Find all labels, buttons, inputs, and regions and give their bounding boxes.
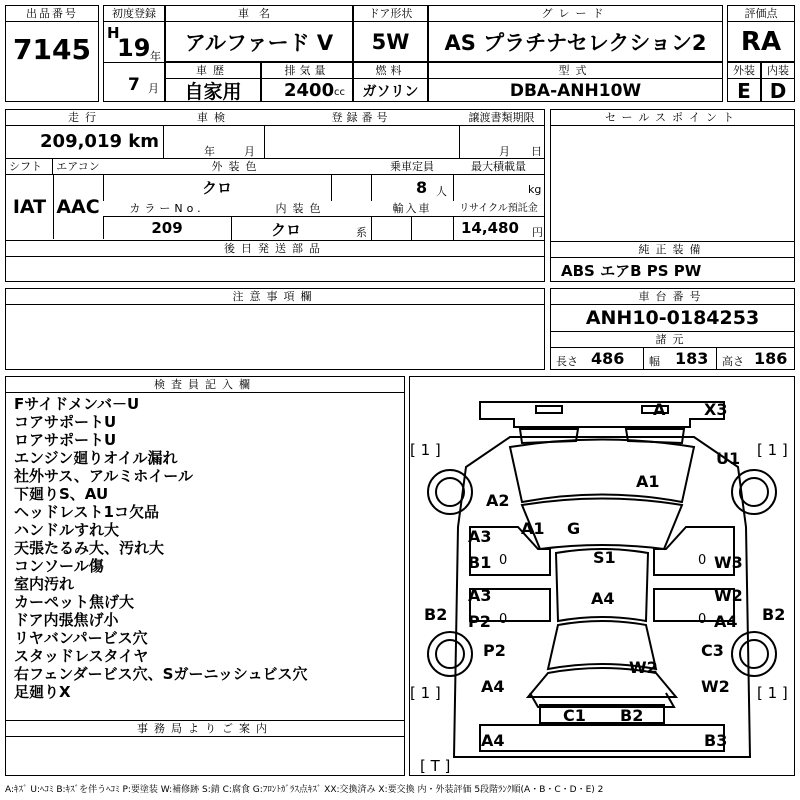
inspector-note: エンジン廻りオイル漏れ [14,449,178,467]
import-label: 輸入車 [371,201,454,217]
int-color-unit: 系 [356,226,367,239]
lot-number: 7145 [13,33,91,66]
damage-mark: A1 [636,472,660,491]
transfer-label: 譲渡書類期限 [459,110,544,126]
inspector-label: 検査員記入欄 [6,377,404,393]
displacement-label: 排気量 [262,63,352,79]
ext-color-label: 外装色 [103,159,372,175]
max-load-label: 最大積載量 [453,159,544,175]
interior-label: 内装 [762,63,794,79]
displacement: 2400 [284,80,335,101]
damage-mark: B2 [424,605,448,624]
capacity-label: 乗車定員 [371,159,454,175]
displacement-box [261,62,353,102]
mileage-label: 走行 [6,110,165,126]
grade: AS プラチナセレクション2 [444,31,707,55]
score: RA [740,27,782,57]
inspector-note: コアサポートU [14,413,117,431]
fuel: ガソリン [362,83,419,100]
legend: A:ｷｽﾞ U:ﾍｺﾐ B:ｷｽﾞを伴うﾍｺﾐ P:要塗装 W:補修跡 S:錆 C:腐食 G:ﾌﾛﾝﾄｶﾞﾗｽ点ｷｽﾞ XX:交換済み X:要交換 内・外装評価 5段階ﾗﾝｸ順(A・B・C・D・E) 2 [5,785,604,795]
mileage: 209,019 km [6,126,164,158]
damage-mark: W3 [714,553,743,572]
damage-mark: 0 [698,612,707,627]
damage-mark: A4 [481,677,505,696]
tyre-rear-right: [ 1 ] [757,684,788,702]
fuel-label: 燃料 [354,63,427,79]
office-label: 事務局よりご案内 [6,720,404,737]
door-box [353,5,428,62]
equipment-label: 純正装備 [551,241,794,258]
recycle-label: リサイクル預託金 [453,201,544,217]
era: H [107,24,120,42]
width-label: 幅 [649,355,660,368]
sales-point-label: セールスポイント [551,110,794,126]
damage-mark: A4 [591,589,615,608]
capacity-unit: 人 [436,185,447,198]
recycle-unit: 円 [532,226,543,239]
inspector-note: ハンドルすれ大 [14,521,120,539]
damage-mark: C3 [701,641,724,660]
damage-mark: W2 [629,658,658,677]
int-color: クロ [271,221,302,239]
height: 186 [754,349,788,368]
grade-box [428,5,723,62]
damage-mark: A [653,400,666,419]
model-label: 型式 [429,63,722,79]
inspection-label: 車検 [164,110,265,126]
transfer-month-unit: 月 [499,145,510,158]
damage-mark: W2 [701,677,730,696]
damage-mark: 0 [499,612,508,627]
car-name-box [165,5,353,62]
interior-score: D [769,78,787,103]
inspector-note: 足廻りX [14,683,71,701]
history: 自家用 [184,81,242,103]
interior-box [761,62,795,102]
exterior-label: 外装 [728,63,760,79]
damage-mark: A4 [481,731,505,750]
model-box [428,62,723,102]
inspector-note: リヤバンパービス穴 [14,629,148,647]
tyre-front-left: [ 1 ] [410,441,441,459]
score-label: 評価点 [728,6,794,22]
first-registration-label: 初度登録 [104,6,164,22]
height-label: 高さ [722,355,744,368]
door-label: ドア形状 [354,6,427,22]
damage-mark: 0 [698,553,707,568]
int-color-label: 内装色 [231,201,372,217]
damage-mark: B1 [468,553,492,572]
width: 183 [675,349,709,368]
shift: IAT [6,175,54,239]
damage-mark: P2 [468,612,491,631]
inspector-note: カーペット焦げ大 [14,593,135,611]
inspector-note: ロアサポートU [14,431,117,449]
damage-mark: U1 [716,449,741,468]
reg-no-value [264,126,460,158]
shift-label: シフト [6,159,53,175]
notes-box [5,288,545,370]
grade-label: グレード [429,6,722,22]
lot-number-box [5,5,99,102]
damage-mark: C1 [563,706,586,725]
exterior-box [727,62,761,102]
score-box [727,5,795,62]
door-type: 5W [371,30,410,54]
exterior-score: E [737,78,751,103]
damage-mark: S1 [593,548,616,567]
chassis-number: ANH10-0184253 [551,305,794,332]
damage-mark: A3 [468,586,492,605]
damage-mark: A2 [486,491,510,510]
inspector-note: ヘッドレスト1コ欠品 [14,503,159,521]
transfer-day-unit: 日 [531,145,542,158]
later-parts-label: 後日発送部品 [6,241,544,257]
damage-mark: A3 [468,527,492,546]
tyre-front-right: [ 1 ] [757,441,788,459]
month: 7 [128,75,140,95]
lot-number-label: 出品番号 [6,6,98,22]
inspector-note: 室内汚れ [14,575,75,593]
recycle: 14,480 [461,219,519,237]
spare-tyre: [ T ] [420,757,451,775]
inspector-note: スタッドレスタイヤ [14,647,149,665]
inspector-note: ドア内張焦げ小 [14,611,119,629]
model: DBA-ANH10W [509,80,642,101]
year: 19 [117,34,151,62]
chassis-label: 車台番号 [551,289,794,305]
inspection-year-unit: 年 [204,145,215,158]
notes-label: 注意事項欄 [6,289,544,305]
ac-label: エアコン [53,159,104,175]
ext-color: クロ [103,175,332,202]
damage-diagram [409,376,795,776]
length: 486 [591,349,625,368]
damage-mark: W2 [714,586,743,605]
inspector-note: 下廻りS、AU [14,485,109,503]
damage-mark: X3 [704,400,728,419]
info-block [5,109,545,282]
damage-mark: B2 [620,706,644,725]
inspection-month-unit: 月 [244,145,255,158]
damage-mark: P2 [483,641,506,660]
damage-mark: 0 [499,553,508,568]
car-name-label: 車名 [166,6,352,22]
car-name: アルファード V [184,31,334,55]
length-label: 長さ [556,355,578,368]
sales-point-box [550,109,795,282]
color-no: 209 [103,217,232,240]
inspector-note: 右フェンダービス穴、Sガーニッシュビス穴 [14,665,308,683]
equipment: ABS エアB PS PW [561,262,702,280]
damage-mark: G [567,519,581,538]
spec-label: 諸元 [551,332,794,348]
damage-mark: A1 [521,519,545,538]
car-outline [410,377,794,775]
first-registration-box [103,5,165,102]
inspector-note: 社外サス、アルミホイール [14,467,193,485]
reg-no-label: 登録番号 [264,110,460,126]
damage-mark: B3 [704,731,728,750]
damage-mark: B2 [762,605,786,624]
month-unit: 月 [148,82,159,95]
damage-mark: A4 [714,612,738,631]
inspector-note: 天張たるみ大、汚れ大 [14,539,165,557]
ac: AAC [53,175,104,239]
inspector-note: コンソール傷 [14,557,104,575]
fuel-box [353,62,428,102]
inspector-note: Fサイドメンバ－U [14,395,140,413]
max-load-unit: kg [528,183,542,196]
tyre-rear-left: [ 1 ] [410,684,441,702]
year-unit: 年 [150,50,161,63]
displacement-unit: cc [334,87,345,98]
history-label: 車歴 [166,63,260,79]
chassis-box [550,288,795,370]
capacity: 8 [416,178,428,197]
color-no-label: カラーNo. [103,201,232,217]
history-box [165,62,261,102]
inspector-box [5,376,405,776]
